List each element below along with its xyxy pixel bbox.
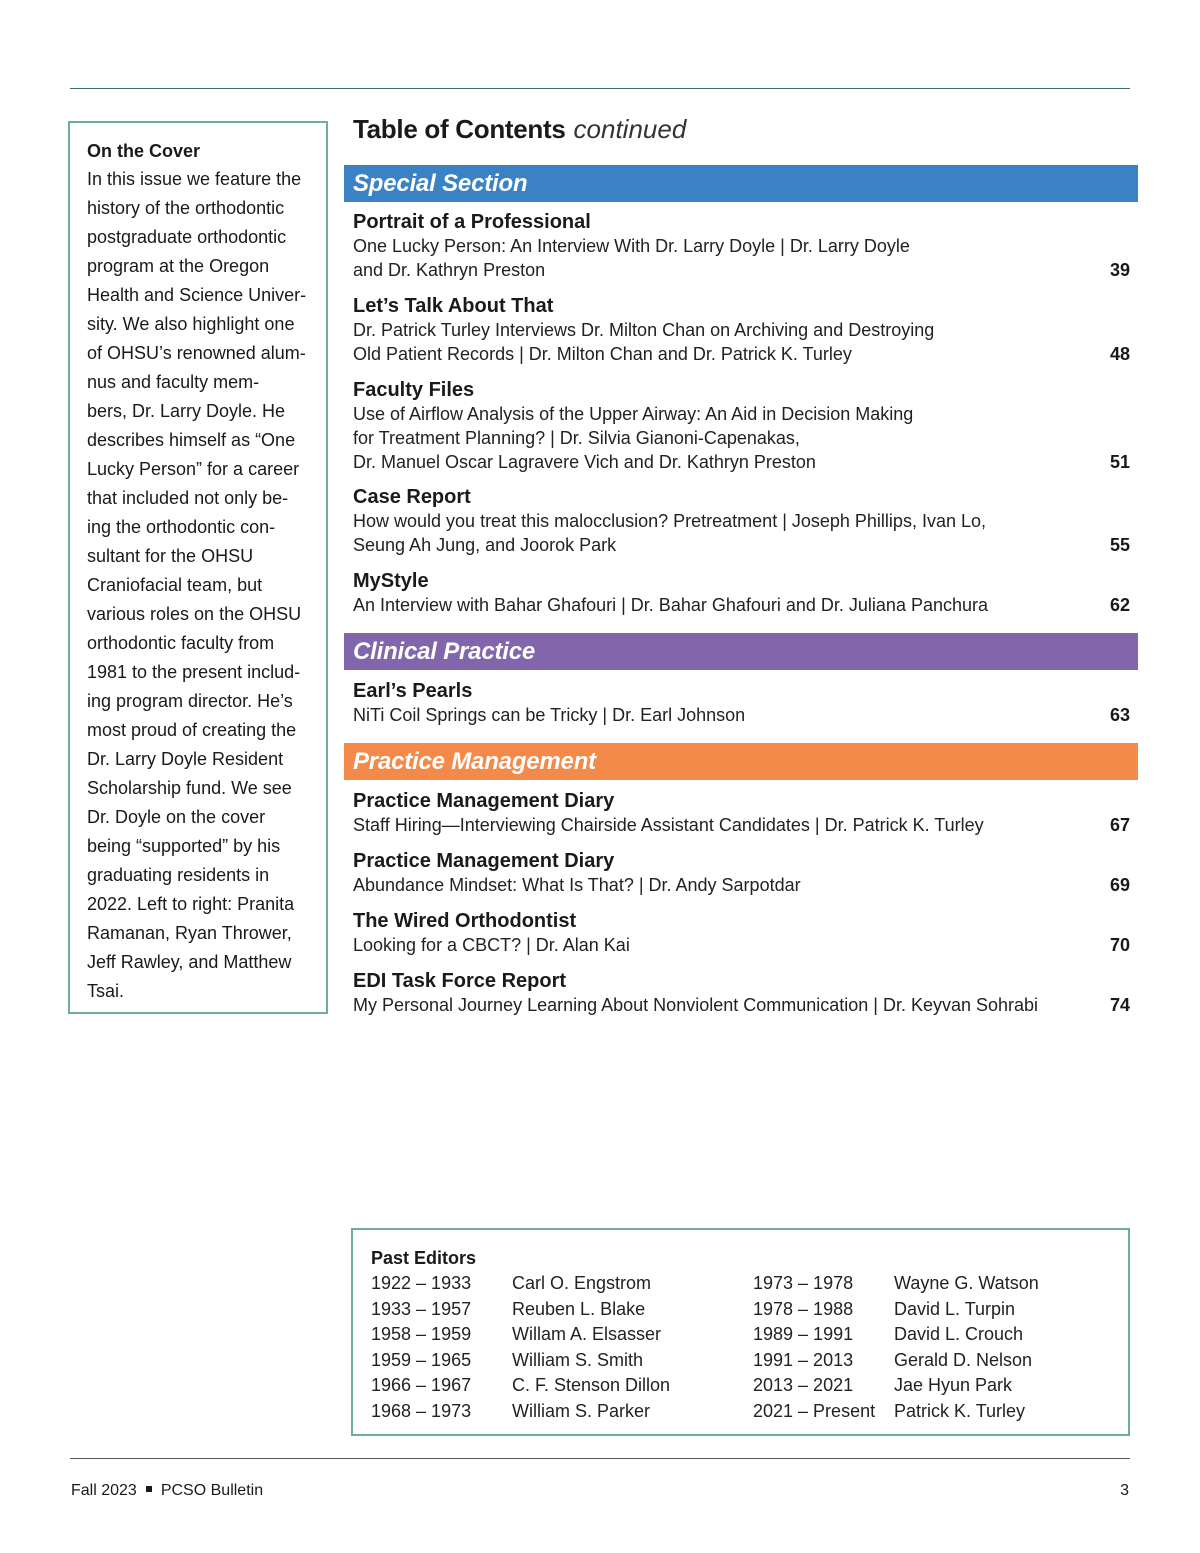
toc-entry-desc: An Interview with Bahar Ghafouri | Dr. Bahar Ghafouri and Dr. Juliana Panchura xyxy=(353,595,989,615)
cover-line: various roles on the OHSU xyxy=(87,604,302,624)
toc-entry-desc: Abundance Mindset: What Is That? | Dr. Andy Sarpotdar xyxy=(353,875,801,895)
toc-entry-desc: Use of Airflow Analysis of the Upper Airway: An Aid in Decision Making xyxy=(353,404,914,424)
toc-entry-page: 62 xyxy=(1109,595,1130,615)
cover-line: most proud of creating the xyxy=(87,720,297,740)
toc-entry-page: 55 xyxy=(1109,535,1130,555)
toc-entry-desc: for Treatment Planning? | Dr. Silvia Gianoni-Capenakas, xyxy=(353,428,800,448)
cover-text xyxy=(87,165,312,1006)
toc-entry-title: Earl’s Pearls xyxy=(353,680,473,702)
cover-line: Ramanan, Ryan Thrower, xyxy=(87,923,292,943)
editor-name: David L. Turpin xyxy=(894,1298,1016,1319)
editor-row xyxy=(371,1271,1128,1297)
toc-entry[interactable] xyxy=(353,294,1130,366)
cover-line: Dr. Larry Doyle Resident xyxy=(87,749,284,769)
toc-entry-title: EDI Task Force Report xyxy=(353,970,567,992)
editor-name: Gerald D. Nelson xyxy=(894,1349,1033,1370)
cover-title: On the Cover xyxy=(87,141,201,161)
cover-line: orthodontic faculty from xyxy=(87,633,275,653)
cover-line: that included not only be- xyxy=(87,488,289,508)
top-rule xyxy=(70,88,1130,89)
footer-publication: PCSO Bulletin xyxy=(160,1482,264,1499)
toc-entry[interactable] xyxy=(353,909,1130,957)
cover-line: Dr. Doyle on the cover xyxy=(87,807,266,827)
cover-line: bers, Dr. Larry Doyle. He xyxy=(87,401,286,421)
toc-entry-title: Case Report xyxy=(353,486,471,508)
on-the-cover-box xyxy=(68,121,328,1014)
cover-line: program at the Oregon xyxy=(87,256,270,276)
editor-years: 1966 – 1967 xyxy=(371,1375,472,1395)
toc-entry-title: Faculty Files xyxy=(353,379,475,401)
toc-entry-title: Practice Management Diary xyxy=(353,850,615,872)
cover-line: 2022. Left to right: Pranita xyxy=(87,894,295,914)
toc-entry-desc: Dr. Patrick Turley Interviews Dr. Milton Chan on Archiving and Destroying xyxy=(353,320,935,340)
editor-name: C. F. Stenson Dillon xyxy=(512,1375,671,1395)
editor-name: Jae Hyun Park xyxy=(894,1375,1013,1395)
toc-entry-desc: Seung Ah Jung, and Joorok Park xyxy=(353,535,617,555)
toc-title-suffix: continued xyxy=(573,114,687,144)
toc-entry-title: Let’s Talk About That xyxy=(353,295,554,317)
past-editors-title: Past Editors xyxy=(371,1248,477,1268)
editor-name: Willam A. Elsasser xyxy=(512,1324,662,1344)
editor-name: Reuben L. Blake xyxy=(512,1298,646,1319)
toc-title: Table of Contents xyxy=(353,114,566,144)
toc-entry-desc: How would you treat this malocclusion? Pretreatment | Joseph Phillips, Ivan Lo, xyxy=(353,511,986,531)
cover-line: postgraduate orthodontic xyxy=(87,227,287,247)
cover-line: nus and faculty mem- xyxy=(87,372,260,392)
cover-line: Lucky Person” for a career xyxy=(87,459,300,479)
cover-line: of OHSU’s renowned alum- xyxy=(87,343,306,363)
cover-line: describes himself as “One xyxy=(87,430,296,450)
editor-row xyxy=(371,1399,1128,1425)
toc-entry-desc: Looking for a CBCT? | Dr. Alan Kai xyxy=(353,935,630,955)
editor-name: Wayne G. Watson xyxy=(894,1273,1039,1293)
toc-heading xyxy=(353,114,686,145)
toc-entry[interactable] xyxy=(353,789,1130,837)
toc-entry-desc: Old Patient Records | Dr. Milton Chan and Dr. Patrick K. Turley xyxy=(353,344,852,364)
editor-years: 1968 – 1973 xyxy=(371,1400,472,1421)
editor-years: 1922 – 1933 xyxy=(371,1273,472,1293)
cover-line: Scholarship fund. We see xyxy=(87,778,292,798)
editor-years: 1959 – 1965 xyxy=(371,1349,472,1370)
footer-issue-date: Fall 2023 xyxy=(71,1482,137,1499)
toc-entry-page: 51 xyxy=(1109,452,1130,472)
editor-name: David L. Crouch xyxy=(894,1324,1024,1344)
footer-issue xyxy=(71,1481,263,1501)
editor-row xyxy=(371,1322,1128,1348)
toc-entry-desc: NiTi Coil Springs can be Tricky | Dr. Earl Johnson xyxy=(353,705,746,725)
editor-years: 1978 – 1988 xyxy=(753,1298,854,1319)
past-editors-box xyxy=(351,1228,1130,1436)
cover-line: Health and Science Univer- xyxy=(87,285,307,305)
section-band-special-section: Special Section xyxy=(344,165,1138,202)
toc-entry-page: 39 xyxy=(1109,260,1130,280)
toc-entry-page: 69 xyxy=(1109,875,1130,895)
cover-line: ing program director. He’s xyxy=(87,691,293,711)
toc-entry[interactable] xyxy=(353,969,1130,1017)
cover-line: sity. We also highlight one xyxy=(87,314,295,334)
cover-line: history of the orthodontic xyxy=(87,198,285,218)
cover-line: ing the orthodontic con- xyxy=(87,517,276,537)
cover-line: Tsai. xyxy=(87,981,125,1001)
bottom-rule xyxy=(70,1458,1130,1459)
cover-line: 1981 to the present includ- xyxy=(87,662,301,682)
editor-years: 1958 – 1959 xyxy=(371,1324,472,1344)
footer-page-number: 3 xyxy=(1120,1482,1129,1499)
cover-line: Jeff Rawley, and Matthew xyxy=(87,952,292,972)
editor-name: Patrick K. Turley xyxy=(894,1400,1026,1421)
toc-entry[interactable] xyxy=(353,485,1130,557)
cover-line: sultant for the OHSU xyxy=(87,546,254,566)
toc-entry-title: MyStyle xyxy=(353,570,429,592)
toc-entry-desc: One Lucky Person: An Interview With Dr. Larry Doyle | Dr. Larry Doyle xyxy=(353,236,910,256)
section-band-clinical-practice: Clinical Practice xyxy=(344,633,1138,670)
cover-line: graduating residents in xyxy=(87,865,270,885)
toc-entry-page: 67 xyxy=(1109,815,1130,835)
toc-entry-title: Practice Management Diary xyxy=(353,790,615,812)
toc-entry-page: 48 xyxy=(1109,344,1130,364)
toc-entry-page: 74 xyxy=(1109,995,1130,1015)
toc-entry[interactable] xyxy=(353,378,1130,474)
editor-years: 1933 – 1957 xyxy=(371,1298,472,1319)
toc-entry[interactable] xyxy=(353,679,1130,727)
editor-years: 2013 – 2021 xyxy=(753,1375,854,1395)
toc-entry[interactable] xyxy=(353,569,1130,617)
cover-line: Craniofacial team, but xyxy=(87,575,263,595)
toc-entry-page: 70 xyxy=(1109,935,1130,955)
toc-entry-title: Portrait of a Professional xyxy=(353,211,591,233)
cover-line: In this issue we feature the xyxy=(87,169,302,189)
editor-row xyxy=(371,1297,1128,1323)
section-band-practice-management: Practice Management xyxy=(344,743,1138,780)
editor-name: William S. Parker xyxy=(512,1400,651,1421)
editor-years: 1973 – 1978 xyxy=(753,1273,854,1293)
toc-entry-desc: Staff Hiring—Interviewing Chairside Assistant Candidates | Dr. Patrick K. Turley xyxy=(353,815,984,835)
cover-line: being “supported” by his xyxy=(87,836,281,856)
toc-entry-title: The Wired Orthodontist xyxy=(353,910,577,932)
toc-entry[interactable] xyxy=(353,210,1130,282)
editor-years: 1989 – 1991 xyxy=(753,1324,854,1344)
editor-row xyxy=(371,1348,1128,1374)
square-bullet-icon xyxy=(146,1486,152,1492)
toc-entry[interactable] xyxy=(353,849,1130,897)
editor-name: Carl O. Engstrom xyxy=(512,1273,652,1293)
toc-entry-desc: Dr. Manuel Oscar Lagravere Vich and Dr. Kathryn Preston xyxy=(353,452,816,472)
editor-row xyxy=(371,1373,1128,1399)
toc-entry-desc: and Dr. Kathryn Preston xyxy=(353,260,546,280)
toc-entry-desc: My Personal Journey Learning About Nonviolent Communication | Dr. Keyvan Sohrabi xyxy=(353,995,1039,1015)
editor-years: 2021 – Present xyxy=(753,1400,876,1421)
editor-years: 1991 – 2013 xyxy=(753,1349,854,1370)
toc-entry-page: 63 xyxy=(1109,705,1130,725)
editor-name: William S. Smith xyxy=(512,1349,644,1370)
